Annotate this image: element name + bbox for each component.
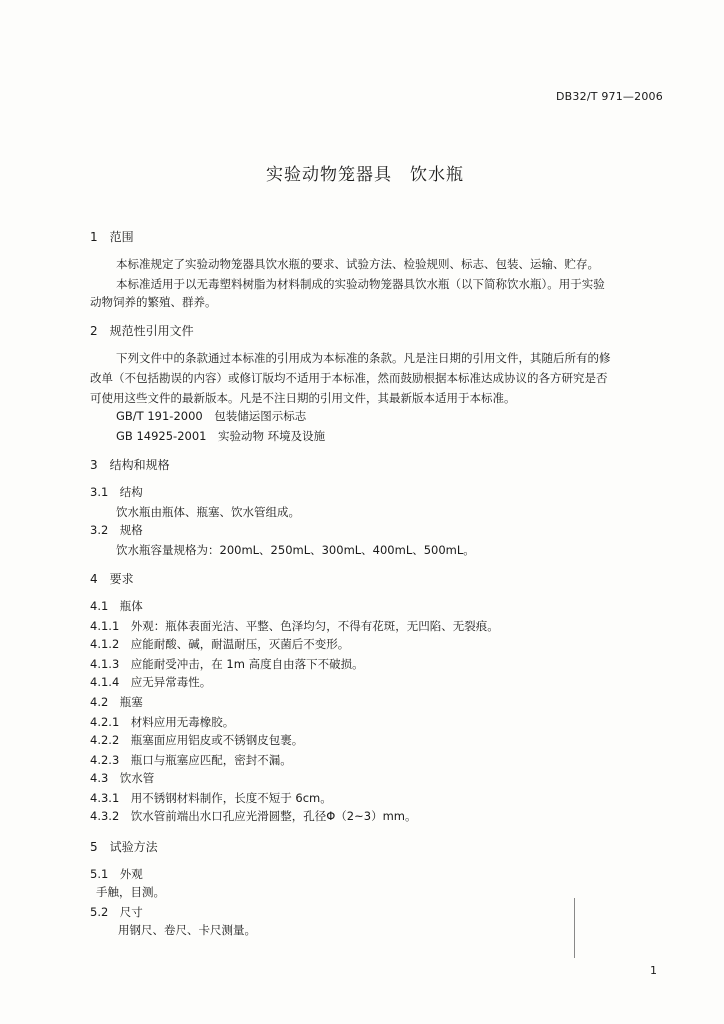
scan-edge-line — [574, 898, 575, 958]
section-5-2-heading: 5.2 尺寸 — [90, 905, 143, 919]
section-4-heading: 4 要求 — [90, 572, 134, 586]
section-3-1-text: 饮水瓶由瓶体、瓶塞、饮水管组成。 — [116, 505, 300, 519]
section-4-1-heading: 4.1 瓶体 — [90, 599, 143, 613]
section-4-2-2: 4.2.2 瓶塞面应用铝皮或不锈钢皮包裹。 — [90, 733, 304, 747]
standard-code: DB32/T 971—2006 — [556, 90, 663, 103]
section-5-2-text: 用钢尺、卷尺、卡尺测量。 — [118, 923, 256, 937]
section-5-1-heading: 5.1 外观 — [90, 867, 143, 881]
section-1-para-2b: 动物饲养的繁殖、群养。 — [90, 295, 217, 309]
section-4-3-2: 4.3.2 饮水管前端出水口孔应光滑圆整，孔径Φ（2~3）mm。 — [90, 809, 417, 823]
section-3-2-text: 饮水瓶容量规格为：200mL、250mL、300mL、400mL、500mL。 — [116, 543, 475, 557]
section-2-heading: 2 规范性引用文件 — [90, 324, 194, 338]
section-4-3-heading: 4.3 饮水管 — [90, 771, 155, 785]
section-4-2-heading: 4.2 瓶塞 — [90, 695, 143, 709]
section-1-para-1: 本标准规定了实验动物笼器具饮水瓶的要求、试验方法、检验规则、标志、包装、运输、贮存。 — [116, 257, 599, 271]
section-4-3-1: 4.3.1 用不锈钢材料制作，长度不短于 6cm。 — [90, 791, 332, 805]
section-2-para-1b: 改单（不包括勘误的内容）或修订版均不适用于本标准，然而鼓励根据本标准达成协议的各方研究是否 — [90, 371, 608, 385]
section-5-1-text: 手触，目测。 — [96, 885, 165, 899]
section-4-1-3: 4.1.3 应能耐受冲击，在 1m 高度自由落下不破损。 — [90, 657, 364, 671]
reference-gb-14925: GB 14925-2001 实验动物 环境及设施 — [116, 429, 326, 443]
section-1-heading: 1 范围 — [90, 230, 134, 244]
section-4-1-2: 4.1.2 应能耐酸、碱，耐温耐压，灭菌后不变形。 — [90, 637, 350, 651]
section-5-heading: 5 试验方法 — [90, 840, 158, 854]
section-2-para-1a: 下列文件中的条款通过本标准的引用成为本标准的条款。凡是注日期的引用文件，其随后所有的修 — [116, 351, 611, 365]
section-4-2-3: 4.2.3 瓶口与瓶塞应匹配，密封不漏。 — [90, 753, 292, 767]
section-3-heading: 3 结构和规格 — [90, 458, 170, 472]
section-2-para-1c: 可使用这些文件的最新版本。凡是不注日期的引用文件，其最新版本适用于本标准。 — [90, 391, 516, 405]
section-1-para-2a: 本标准适用于以无毒塑料树脂为材料制成的实验动物笼器具饮水瓶（以下简称饮水瓶）。用于实验 — [116, 277, 605, 291]
section-4-1-4: 4.1.4 应无异常毒性。 — [90, 675, 212, 689]
reference-gb-191: GB/T 191-2000 包装储运图示标志 — [116, 409, 307, 423]
section-3-2-heading: 3.2 规格 — [90, 523, 143, 537]
document-title: 实验动物笼器具 饮水瓶 — [266, 165, 464, 185]
section-4-2-1: 4.2.1 材料应用无毒橡胶。 — [90, 715, 235, 729]
section-3-1-heading: 3.1 结构 — [90, 485, 143, 499]
section-4-1-1: 4.1.1 外观：瓶体表面光洁、平整、色泽均匀，不得有花斑，无凹陷、无裂痕。 — [90, 619, 499, 633]
page-number: 1 — [650, 964, 657, 977]
